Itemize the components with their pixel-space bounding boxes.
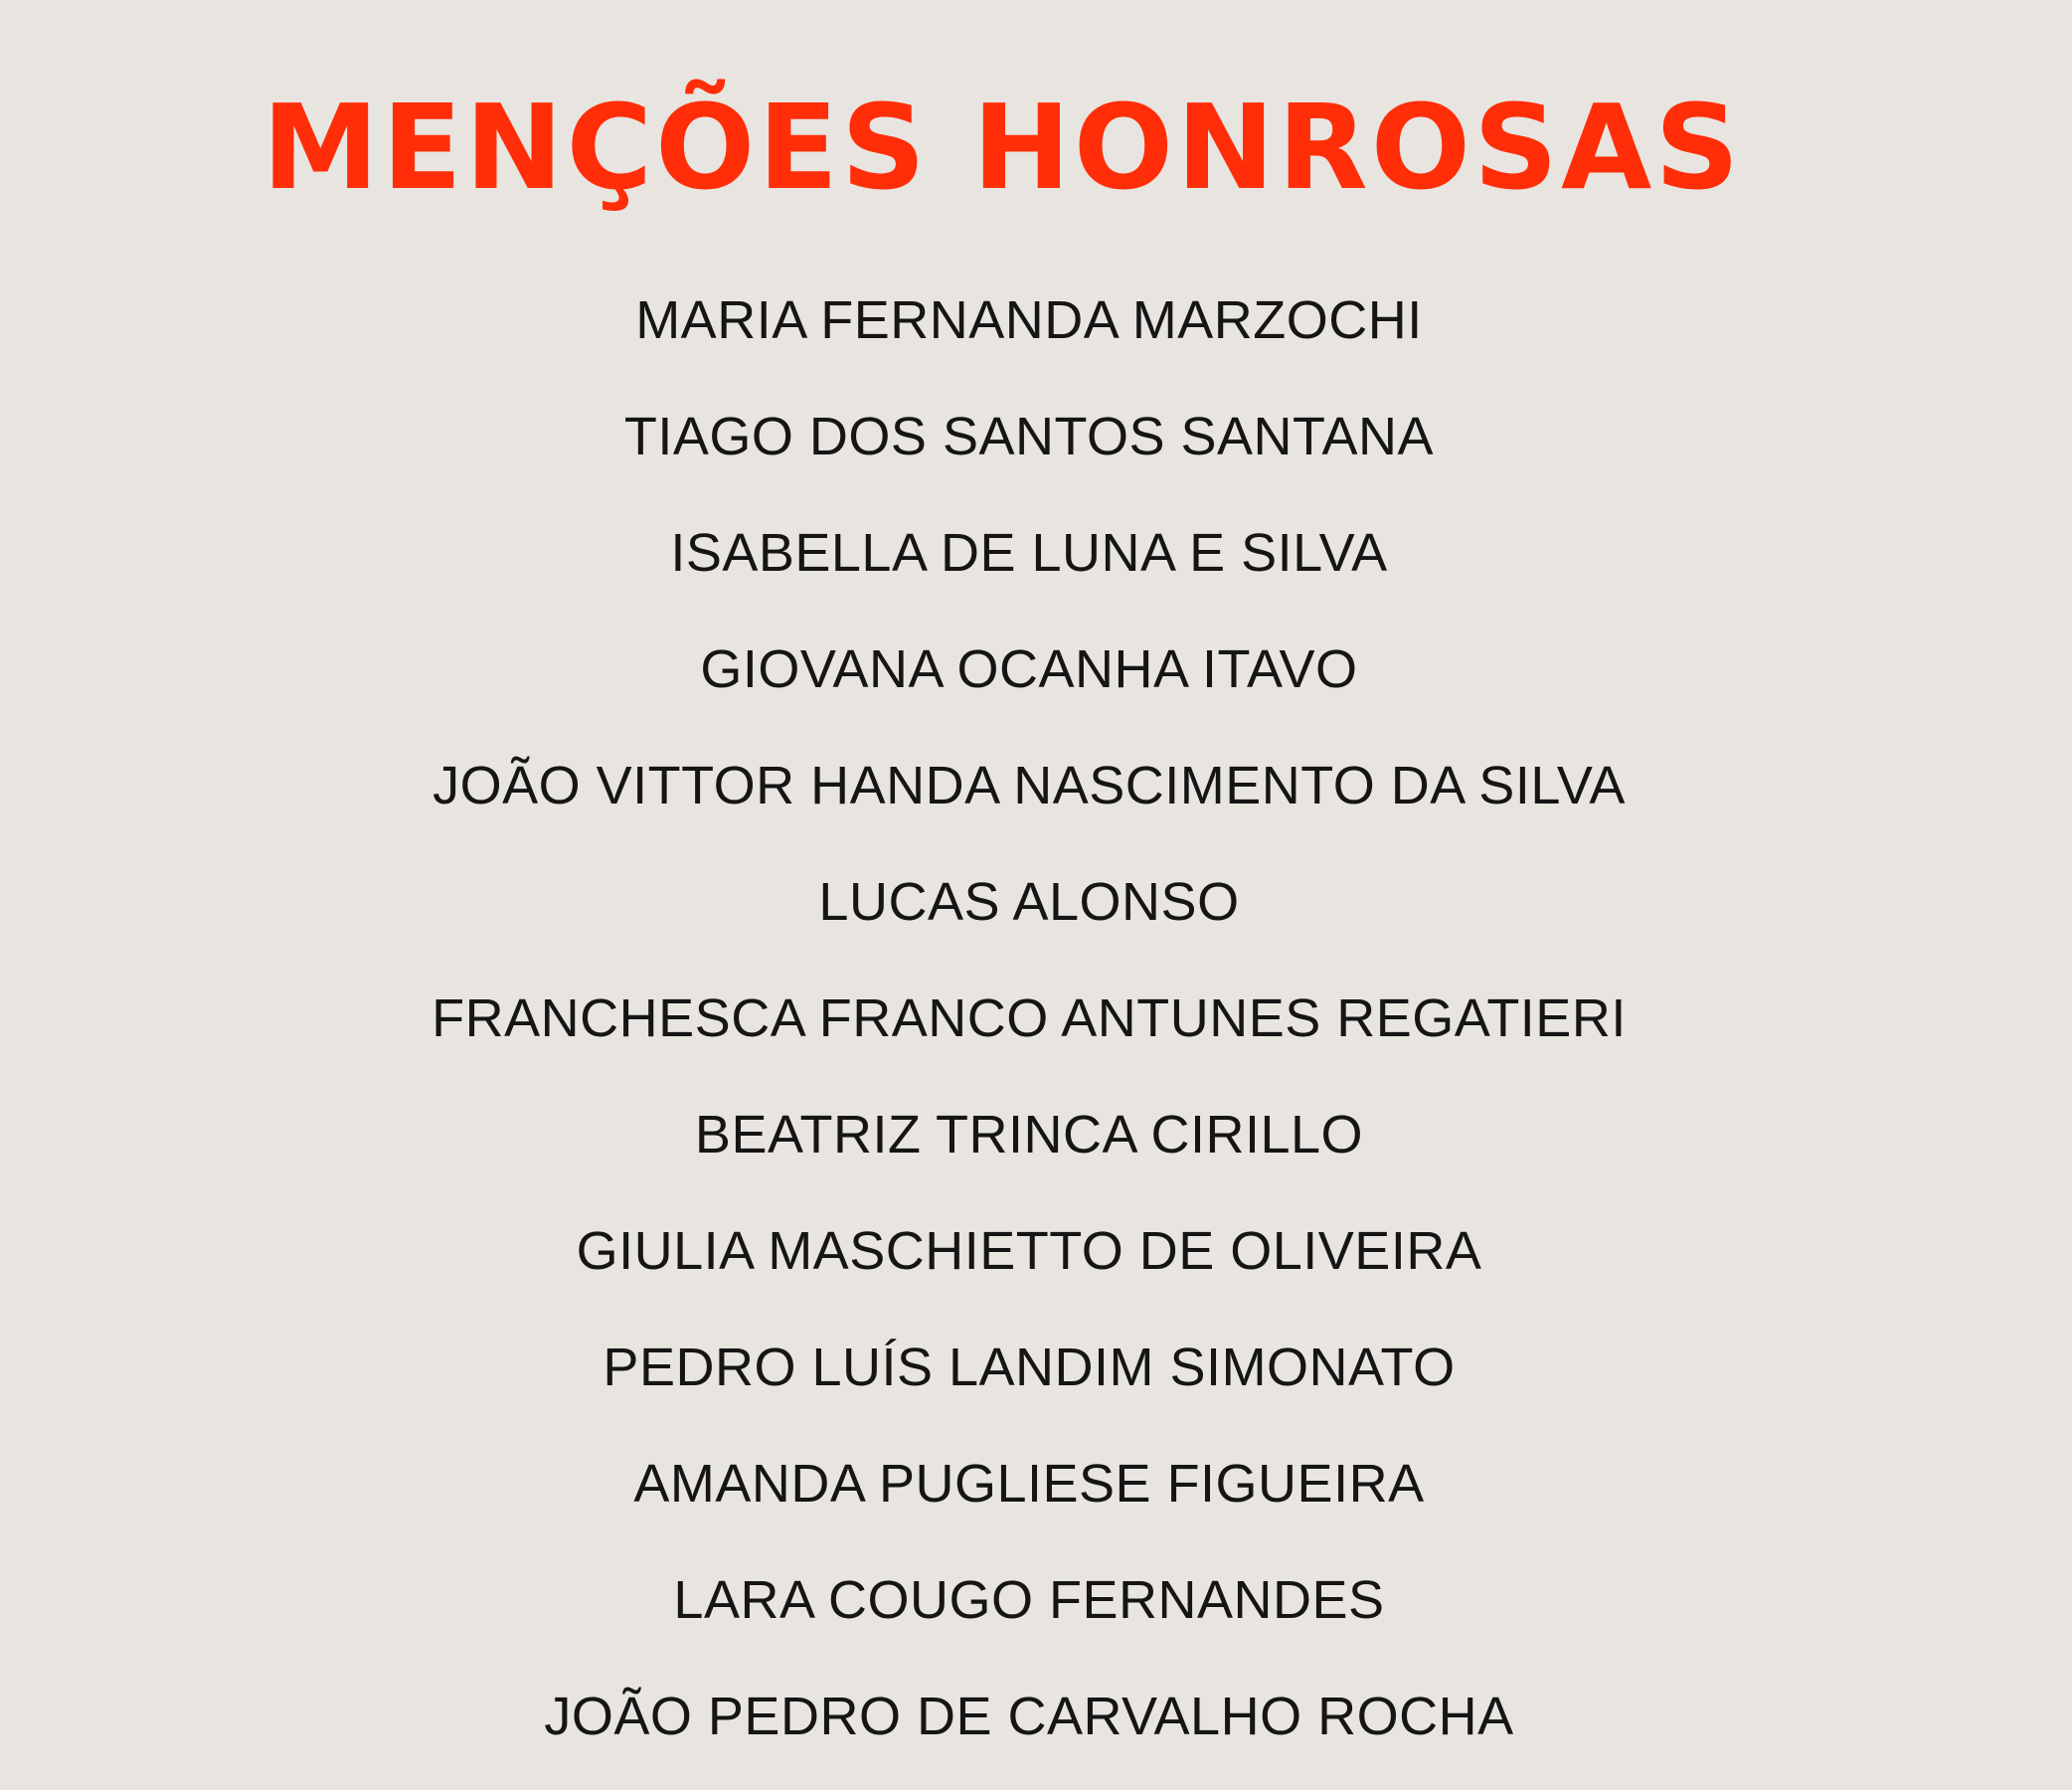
honorable-mentions-list xyxy=(0,263,2058,1775)
list-item: TIAGO DOS SANTOS SANTANA xyxy=(623,407,1435,466)
list-item: MARIA FERNANDA MARZOCHI xyxy=(635,290,1423,350)
list-item: GIOVANA OCANHA ITAVO xyxy=(700,639,1358,699)
page-title: MENÇÕES HONROSAS xyxy=(261,79,1743,216)
list-item: BEATRIZ TRINCA CIRILLO xyxy=(694,1105,1364,1164)
list-item: FRANCHESCA FRANCO ANTUNES REGATIERI xyxy=(432,988,1627,1048)
list-item: AMANDA PUGLIESE FIGUEIRA xyxy=(633,1454,1425,1514)
list-item: JOÃO PEDRO DE CARVALHO ROCHA xyxy=(544,1687,1514,1746)
list-item: GIULIA MASCHIETTO DE OLIVEIRA xyxy=(576,1221,1482,1281)
list-item: JOÃO VITTOR HANDA NASCIMENTO DA SILVA xyxy=(432,756,1626,815)
list-item: PEDRO LUÍS LANDIM SIMONATO xyxy=(603,1338,1456,1397)
list-item: ISABELLA DE LUNA E SILVA xyxy=(670,523,1388,583)
list-item: LUCAS ALONSO xyxy=(818,872,1240,932)
list-item: LARA COUGO FERNANDES xyxy=(673,1570,1385,1630)
